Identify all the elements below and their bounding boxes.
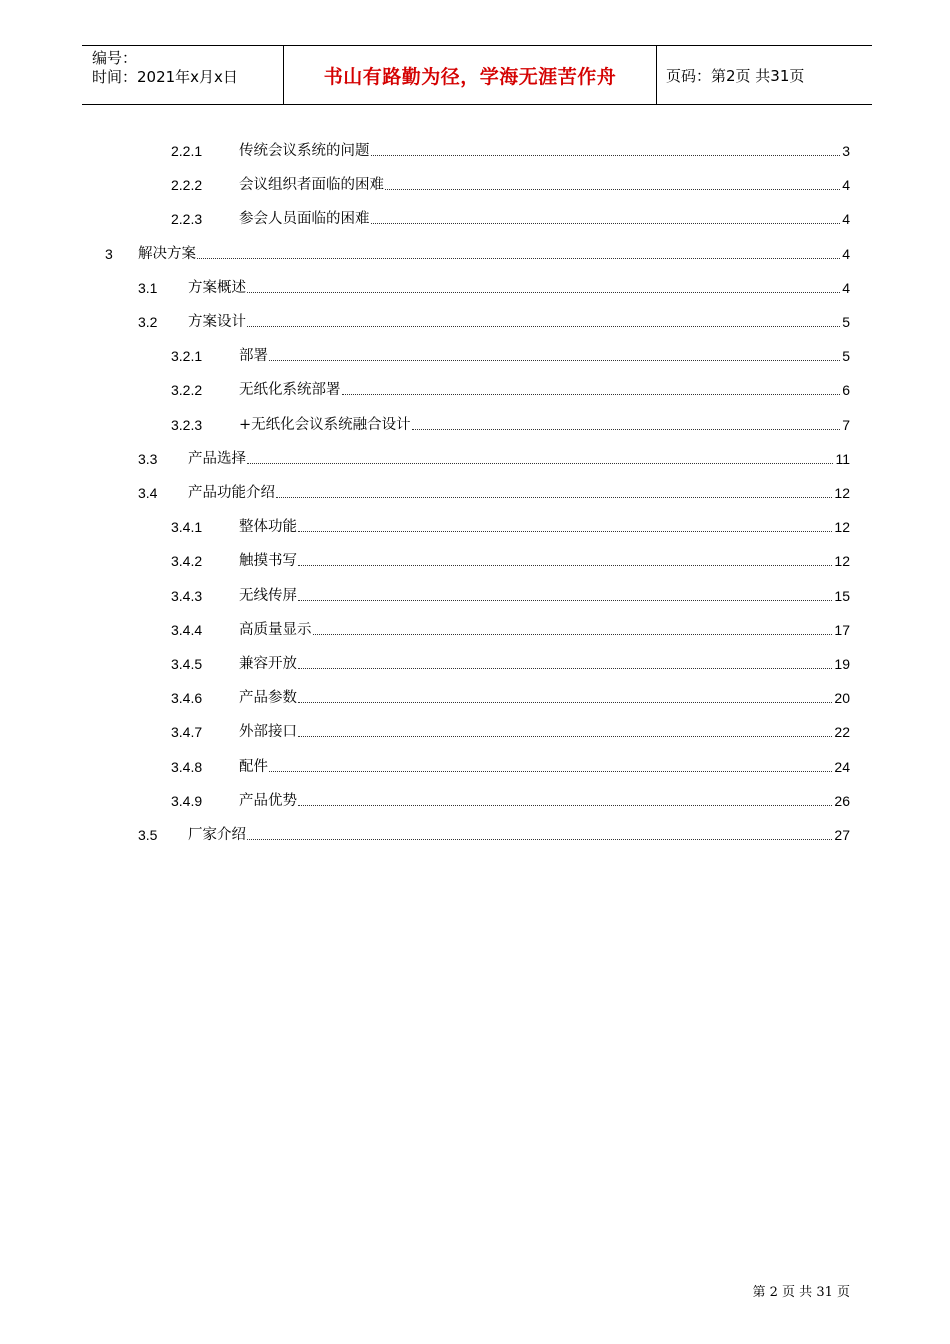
toc-entry[interactable] — [138, 307, 850, 331]
toc-entry-number: 3.2.3 — [171, 416, 203, 433]
toc-entry-title: 参会人员面临的困难 — [239, 211, 370, 228]
toc-entry-title: 解决方案 — [138, 245, 196, 262]
header-page-label: 页码：第2页 共31页 — [666, 66, 805, 85]
header-divider — [656, 46, 657, 104]
toc-entry[interactable] — [171, 512, 850, 536]
toc-entry[interactable] — [138, 820, 850, 844]
toc-entry[interactable] — [171, 546, 850, 570]
toc-dot-leader — [298, 599, 832, 601]
header-meta — [92, 49, 238, 87]
toc-dot-leader — [313, 633, 833, 635]
toc-entry-number: 3.4.4 — [171, 621, 203, 638]
toc-entry-number: 3.2.2 — [171, 382, 203, 399]
toc-entry-number: 3.4.3 — [171, 587, 203, 604]
toc-entry-number: 3.5 — [138, 827, 158, 843]
toc-entry[interactable] — [171, 341, 850, 365]
toc-dot-leader — [298, 530, 832, 532]
toc-entry[interactable] — [105, 239, 850, 263]
header-time-label: 时间：2021年x月x日 — [92, 68, 238, 86]
toc-entry-page: 6 — [842, 382, 850, 399]
toc-entry-number: 3.4 — [138, 485, 158, 501]
toc-dot-leader — [298, 735, 832, 737]
toc-entry-number: 3.2 — [138, 314, 158, 330]
page-footer: 第 2 页 共 31 页 — [752, 1285, 850, 1300]
toc-entry-page: 19 — [834, 656, 850, 672]
toc-entry-number: 2.2.3 — [171, 211, 203, 228]
page-header — [82, 45, 872, 105]
toc-entry-title: 产品参数 — [239, 690, 297, 707]
toc-entry-page: 22 — [834, 724, 850, 741]
toc-dot-leader — [247, 291, 840, 293]
toc-entry-title: 产品选择 — [188, 450, 246, 467]
toc-entry[interactable] — [171, 581, 850, 605]
toc-dot-leader — [298, 701, 832, 703]
toc-entry-title: 无纸化系统部署 — [239, 382, 341, 399]
toc-dot-leader — [247, 462, 833, 464]
header-number-label: 编号： — [92, 49, 138, 67]
toc-entry[interactable] — [138, 273, 850, 297]
toc-entry-page: 5 — [842, 348, 850, 365]
toc-entry[interactable] — [138, 444, 850, 468]
toc-dot-leader — [247, 838, 832, 840]
toc-entry-title: 部署 — [239, 348, 268, 365]
toc-dot-leader — [298, 804, 832, 806]
toc-entry-number: 3.4.7 — [171, 724, 203, 741]
toc-entry-title: 方案设计 — [188, 314, 246, 330]
toc-entry[interactable] — [171, 615, 850, 639]
toc-entry-title: 无线传屏 — [239, 587, 297, 604]
toc-entry[interactable] — [171, 786, 850, 810]
toc-entry-title: 传统会议系统的问题 — [239, 143, 370, 159]
toc-entry-page: 26 — [834, 792, 850, 809]
toc-entry-page: 12 — [834, 519, 850, 536]
toc-entry[interactable] — [171, 136, 850, 160]
toc-entry-title: 厂家介绍 — [188, 827, 246, 843]
toc-entry-title: 整体功能 — [239, 519, 297, 536]
toc-entry-number: 3.2.1 — [171, 348, 203, 365]
toc-dot-leader — [412, 428, 841, 430]
toc-entry-number: 3.4.6 — [171, 690, 203, 707]
toc-entry[interactable] — [171, 717, 850, 741]
toc-entry-page: 7 — [842, 416, 850, 433]
toc-dot-leader — [298, 667, 832, 669]
toc-entry-number: 3.4.5 — [171, 656, 203, 672]
toc-dot-leader — [385, 188, 840, 190]
toc-entry-title: 兼容开放 — [239, 656, 297, 672]
toc-dot-leader — [276, 496, 832, 498]
toc-entry-page: 11 — [835, 450, 850, 467]
toc-entry-title: 高质量显示 — [239, 621, 312, 638]
toc-entry-page: 5 — [842, 314, 850, 330]
toc-entry[interactable] — [171, 683, 850, 707]
toc-dot-leader — [269, 770, 832, 772]
header-motto: 书山有路勤为径，学海无涯苦作舟 — [323, 65, 617, 88]
toc-dot-leader — [371, 154, 841, 156]
toc-entry-page: 4 — [842, 211, 850, 228]
toc-entry[interactable] — [171, 649, 850, 673]
toc-entry-page: 4 — [842, 177, 850, 194]
toc-entry-page: 27 — [834, 827, 850, 843]
toc-entry-number: 2.2.1 — [171, 143, 203, 159]
toc-dot-leader — [269, 359, 840, 361]
toc-entry-page: 4 — [842, 245, 850, 262]
toc-entry-title: 产品功能介绍 — [188, 485, 275, 501]
toc-entry-page: 3 — [842, 143, 850, 159]
toc-entry-title: 会议组织者面临的困难 — [239, 177, 384, 194]
toc-entry-title: 方案概述 — [188, 279, 246, 296]
toc-entry-page: 12 — [834, 485, 850, 501]
toc-dot-leader — [197, 257, 840, 259]
toc-entry[interactable] — [138, 478, 850, 502]
toc-entry-title: +无纸化会议系统融合设计 — [239, 416, 411, 433]
toc-entry-number: 3.1 — [138, 279, 158, 296]
toc-dot-leader — [247, 325, 840, 327]
toc-dot-leader — [371, 222, 841, 224]
toc-entry-number: 3.4.9 — [171, 792, 203, 809]
toc-entry-title: 触摸书写 — [239, 553, 297, 570]
toc-entry-title: 产品优势 — [239, 792, 297, 809]
toc-entry[interactable] — [171, 375, 850, 399]
toc-entry-number: 3.4.2 — [171, 553, 203, 570]
toc-entry-number: 3.3 — [138, 450, 158, 467]
toc-entry-title: 配件 — [239, 758, 268, 775]
toc-dot-leader — [298, 564, 832, 566]
toc-entry-number: 3.4.1 — [171, 519, 203, 536]
toc-entry[interactable] — [171, 752, 850, 776]
toc-entry-page: 24 — [834, 758, 850, 775]
toc-entry-page: 17 — [834, 621, 850, 638]
toc-entry[interactable] — [171, 170, 850, 194]
toc-entry-title: 外部接口 — [239, 724, 297, 741]
toc-dot-leader — [342, 393, 841, 395]
toc-entry-number: 3 — [105, 245, 113, 262]
toc-entry-page: 12 — [834, 553, 850, 570]
toc-entry-page: 20 — [834, 690, 850, 707]
toc-entry-page: 15 — [834, 587, 850, 604]
toc-entry-page: 4 — [842, 279, 850, 296]
toc-entry[interactable] — [171, 204, 850, 228]
toc-entry-number: 3.4.8 — [171, 758, 203, 775]
toc-entry[interactable] — [171, 410, 850, 434]
toc-entry-number: 2.2.2 — [171, 177, 203, 194]
